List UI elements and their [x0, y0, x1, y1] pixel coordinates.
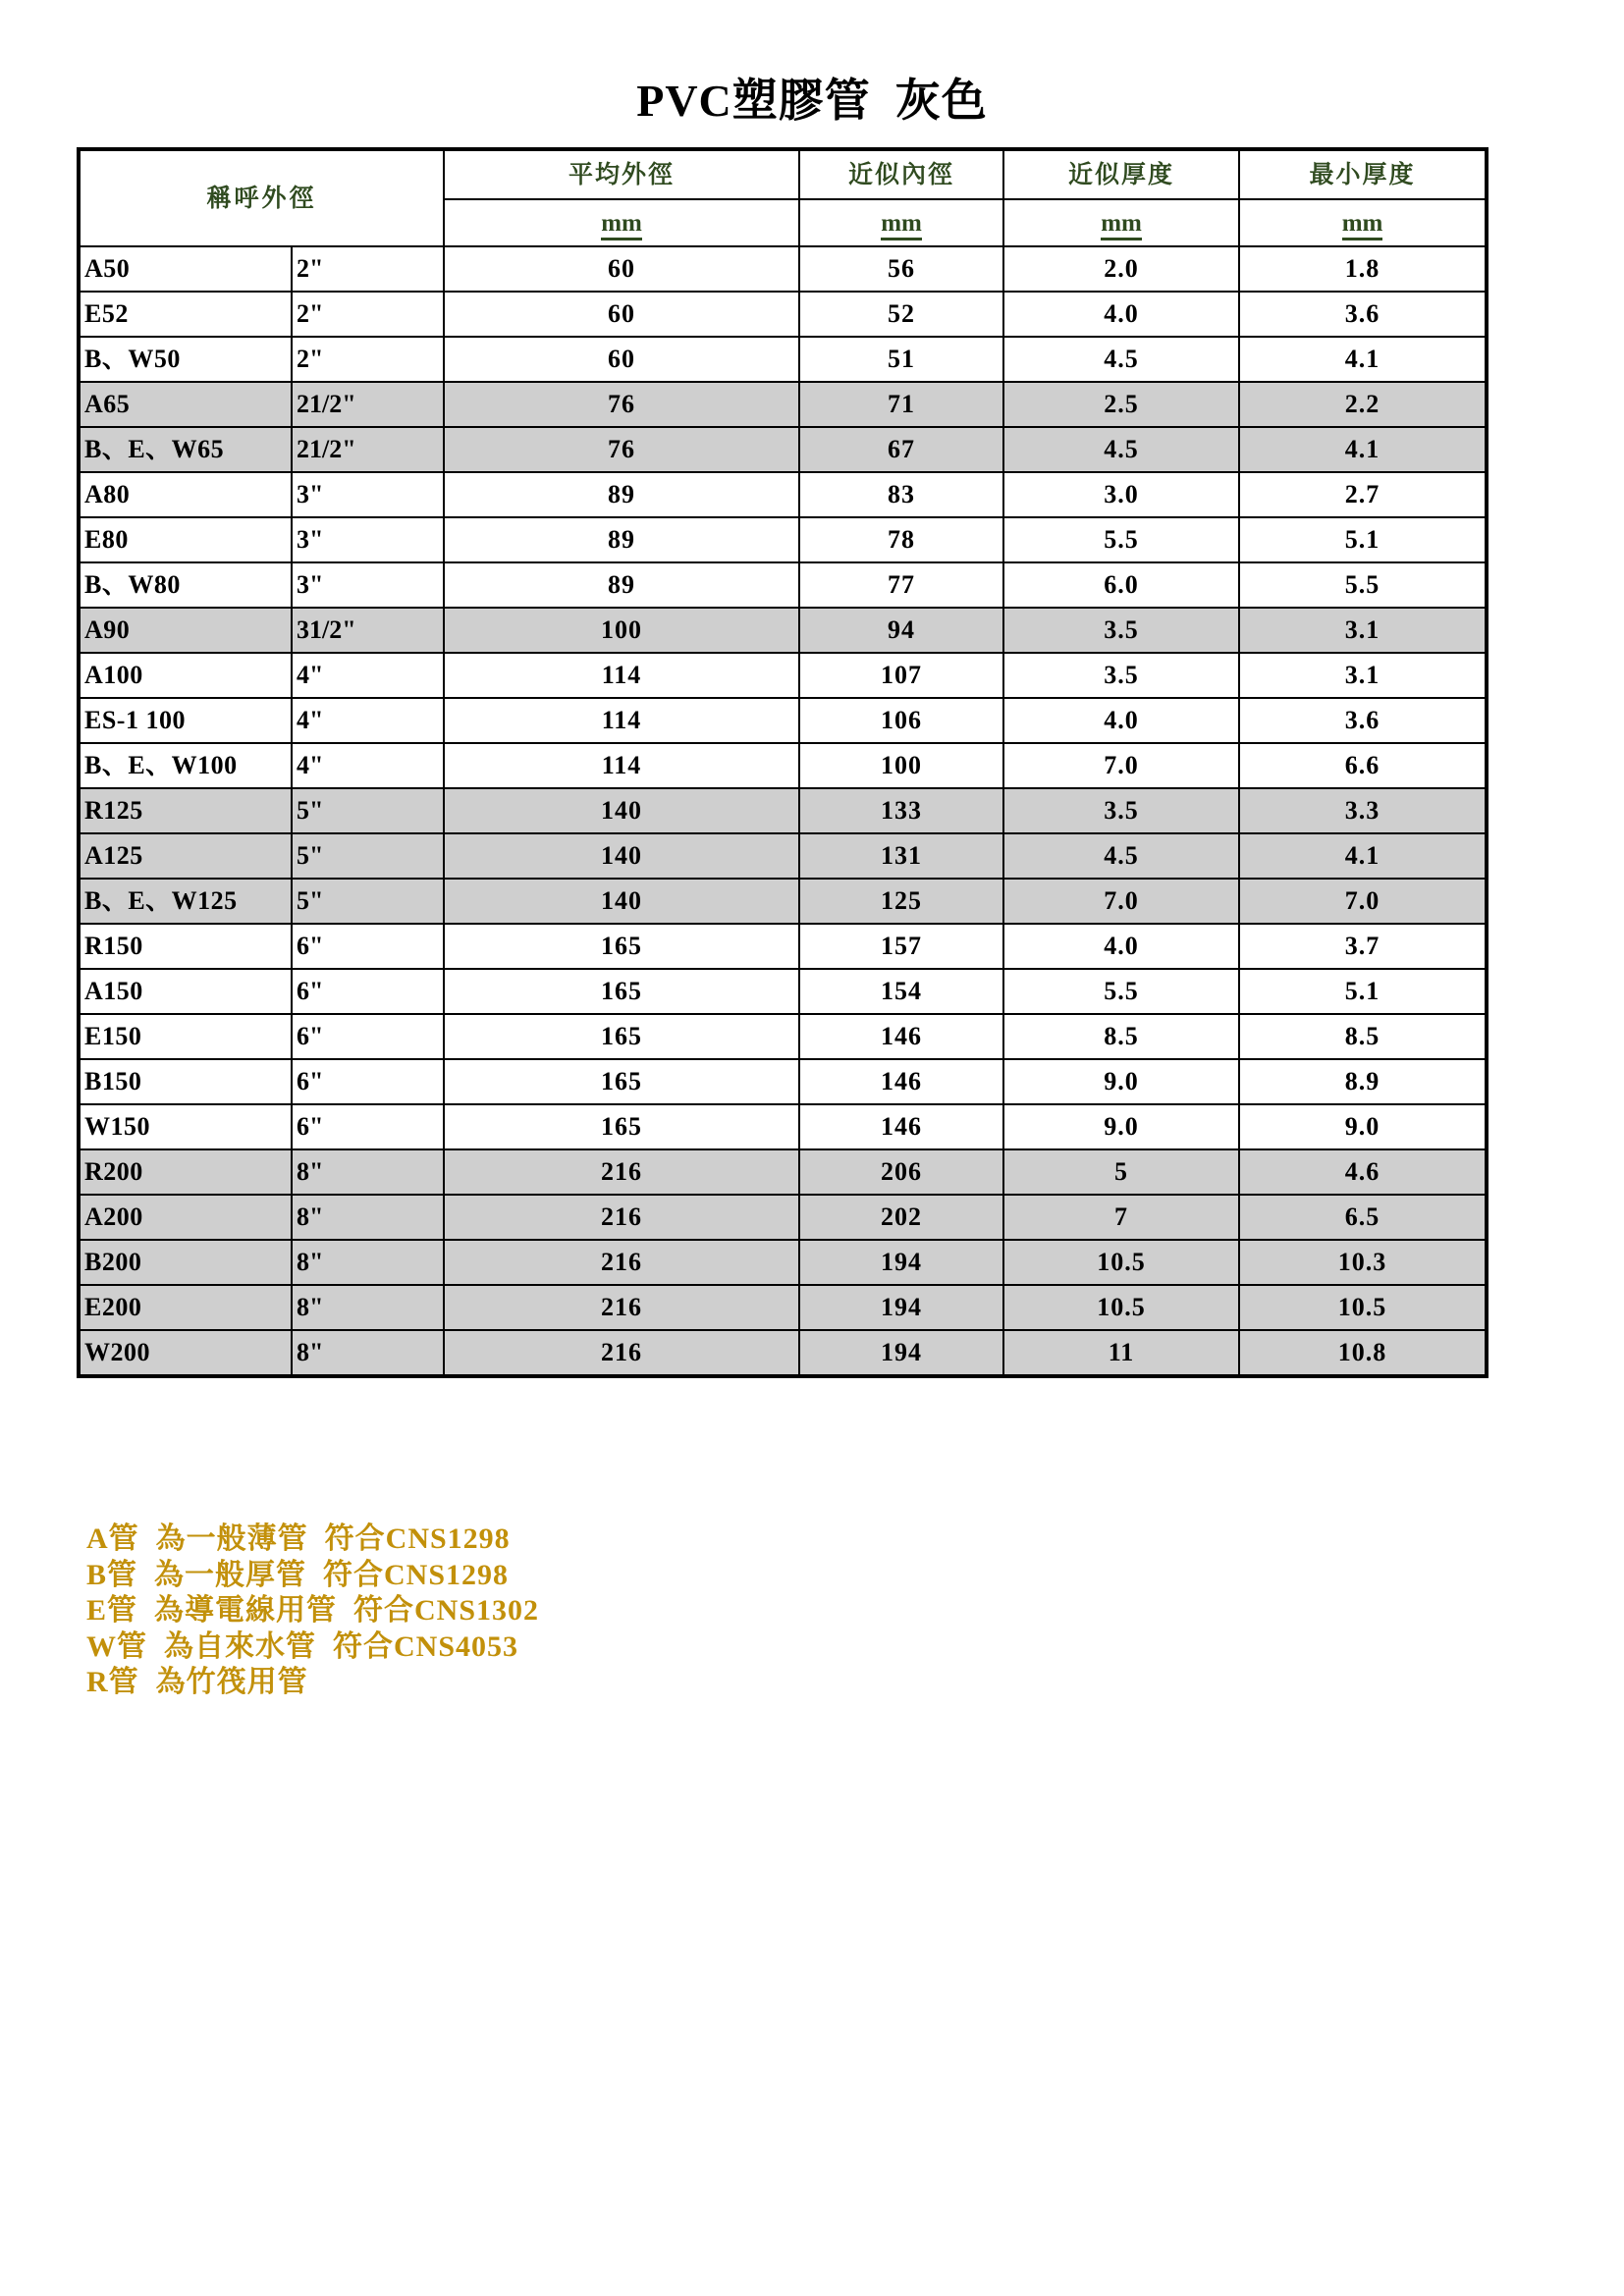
unit-approx-inner-diameter	[799, 199, 1003, 246]
cell-average-outer-diameter: 165	[444, 1104, 799, 1149]
cell-pipe-code: B、E、W65	[79, 427, 292, 472]
cell-approx-inner-diameter: 100	[799, 743, 1003, 788]
column-header-nominal-diameter: 稱呼外徑	[79, 149, 444, 246]
cell-min-thickness: 8.5	[1239, 1014, 1487, 1059]
unit-label-mm-3: mm	[1101, 210, 1142, 240]
cell-approx-thickness: 5	[1003, 1149, 1239, 1195]
cell-pipe-code: ES-1 100	[79, 698, 292, 743]
unit-label-mm-2: mm	[881, 210, 922, 240]
cell-average-outer-diameter: 100	[444, 608, 799, 653]
table-row	[79, 1059, 1487, 1104]
cell-nominal-inch: 8"	[292, 1195, 444, 1240]
cell-min-thickness: 3.3	[1239, 788, 1487, 833]
cell-approx-inner-diameter: 154	[799, 969, 1003, 1014]
cell-approx-inner-diameter: 56	[799, 246, 1003, 292]
cell-approx-thickness: 10.5	[1003, 1285, 1239, 1330]
cell-nominal-inch: 8"	[292, 1285, 444, 1330]
cell-approx-inner-diameter: 51	[799, 337, 1003, 382]
column-header-approx-thickness: 近似厚度	[1003, 149, 1239, 199]
footnote-line: A管 為一般薄管 符合CNS1298	[86, 1522, 511, 1555]
cell-nominal-inch: 3"	[292, 472, 444, 517]
cell-nominal-inch: 3"	[292, 517, 444, 562]
cell-approx-thickness: 2.0	[1003, 246, 1239, 292]
cell-average-outer-diameter: 114	[444, 698, 799, 743]
cell-min-thickness: 8.9	[1239, 1059, 1487, 1104]
cell-pipe-code: W150	[79, 1104, 292, 1149]
cell-min-thickness: 3.1	[1239, 608, 1487, 653]
footnote-line: W管 為自來水管 符合CNS4053	[86, 1629, 519, 1663]
cell-min-thickness: 10.5	[1239, 1285, 1487, 1330]
table-row	[79, 517, 1487, 562]
cell-approx-inner-diameter: 202	[799, 1195, 1003, 1240]
cell-pipe-code: R150	[79, 924, 292, 969]
cell-pipe-code: E80	[79, 517, 292, 562]
cell-nominal-inch: 2"	[292, 337, 444, 382]
cell-pipe-code: B200	[79, 1240, 292, 1285]
table-row	[79, 698, 1487, 743]
page-title: PVC塑膠管 灰色	[636, 76, 988, 126]
cell-approx-thickness: 9.0	[1003, 1104, 1239, 1149]
cell-min-thickness: 1.8	[1239, 246, 1487, 292]
table-row	[79, 1149, 1487, 1195]
cell-min-thickness: 3.7	[1239, 924, 1487, 969]
cell-average-outer-diameter: 114	[444, 653, 799, 698]
cell-pipe-code: E52	[79, 292, 292, 337]
table-row	[79, 382, 1487, 427]
table-row	[79, 292, 1487, 337]
cell-nominal-inch: 6"	[292, 924, 444, 969]
cell-average-outer-diameter: 89	[444, 562, 799, 608]
cell-min-thickness: 10.3	[1239, 1240, 1487, 1285]
cell-approx-thickness: 4.0	[1003, 292, 1239, 337]
cell-approx-inner-diameter: 194	[799, 1285, 1003, 1330]
cell-min-thickness: 2.2	[1239, 382, 1487, 427]
cell-approx-thickness: 5.5	[1003, 517, 1239, 562]
cell-min-thickness: 5.5	[1239, 562, 1487, 608]
cell-approx-inner-diameter: 77	[799, 562, 1003, 608]
column-header-approx-inner-diameter: 近似內徑	[799, 149, 1003, 199]
cell-approx-thickness: 7	[1003, 1195, 1239, 1240]
cell-approx-inner-diameter: 52	[799, 292, 1003, 337]
cell-pipe-code: B、W80	[79, 562, 292, 608]
cell-nominal-inch: 2"	[292, 292, 444, 337]
cell-approx-thickness: 3.5	[1003, 653, 1239, 698]
cell-nominal-inch: 3"	[292, 562, 444, 608]
cell-min-thickness: 3.1	[1239, 653, 1487, 698]
cell-approx-thickness: 7.0	[1003, 879, 1239, 924]
table-row	[79, 653, 1487, 698]
cell-average-outer-diameter: 140	[444, 788, 799, 833]
cell-approx-thickness: 4.5	[1003, 427, 1239, 472]
unit-label-mm-4: mm	[1342, 210, 1383, 240]
table-row	[79, 879, 1487, 924]
cell-approx-thickness: 6.0	[1003, 562, 1239, 608]
table-row	[79, 1330, 1487, 1376]
cell-pipe-code: B、W50	[79, 337, 292, 382]
table-row	[79, 427, 1487, 472]
cell-approx-thickness: 7.0	[1003, 743, 1239, 788]
cell-average-outer-diameter: 165	[444, 1059, 799, 1104]
cell-pipe-code: R125	[79, 788, 292, 833]
cell-pipe-code: B、E、W125	[79, 879, 292, 924]
cell-average-outer-diameter: 89	[444, 517, 799, 562]
cell-min-thickness: 2.7	[1239, 472, 1487, 517]
cell-approx-thickness: 4.0	[1003, 924, 1239, 969]
cell-min-thickness: 5.1	[1239, 517, 1487, 562]
cell-average-outer-diameter: 165	[444, 969, 799, 1014]
cell-approx-inner-diameter: 146	[799, 1014, 1003, 1059]
unit-approx-thickness	[1003, 199, 1239, 246]
cell-pipe-code: B、E、W100	[79, 743, 292, 788]
cell-min-thickness: 10.8	[1239, 1330, 1487, 1376]
cell-nominal-inch: 5"	[292, 788, 444, 833]
cell-nominal-inch: 2"	[292, 246, 444, 292]
cell-approx-thickness: 3.0	[1003, 472, 1239, 517]
cell-pipe-code: A125	[79, 833, 292, 879]
cell-average-outer-diameter: 89	[444, 472, 799, 517]
table-body	[79, 246, 1487, 1376]
table-row	[79, 608, 1487, 653]
cell-pipe-code: E200	[79, 1285, 292, 1330]
table-row	[79, 1285, 1487, 1330]
cell-nominal-inch: 5"	[292, 879, 444, 924]
table-row	[79, 337, 1487, 382]
cell-approx-inner-diameter: 106	[799, 698, 1003, 743]
cell-approx-inner-diameter: 125	[799, 879, 1003, 924]
cell-approx-inner-diameter: 194	[799, 1330, 1003, 1376]
cell-pipe-code: B150	[79, 1059, 292, 1104]
cell-pipe-code: A65	[79, 382, 292, 427]
cell-approx-inner-diameter: 83	[799, 472, 1003, 517]
cell-approx-inner-diameter: 67	[799, 427, 1003, 472]
cell-approx-thickness: 9.0	[1003, 1059, 1239, 1104]
cell-pipe-code: A80	[79, 472, 292, 517]
cell-approx-thickness: 4.5	[1003, 833, 1239, 879]
cell-pipe-code: A200	[79, 1195, 292, 1240]
footnotes	[86, 1522, 970, 1701]
cell-min-thickness: 4.6	[1239, 1149, 1487, 1195]
cell-nominal-inch: 8"	[292, 1240, 444, 1285]
cell-nominal-inch: 21/2"	[292, 382, 444, 427]
cell-average-outer-diameter: 216	[444, 1240, 799, 1285]
cell-approx-thickness: 3.5	[1003, 788, 1239, 833]
cell-approx-inner-diameter: 107	[799, 653, 1003, 698]
cell-pipe-code: A90	[79, 608, 292, 653]
table-row	[79, 246, 1487, 292]
cell-min-thickness: 5.1	[1239, 969, 1487, 1014]
table-row	[79, 562, 1487, 608]
cell-average-outer-diameter: 216	[444, 1149, 799, 1195]
cell-average-outer-diameter: 60	[444, 292, 799, 337]
cell-min-thickness: 4.1	[1239, 833, 1487, 879]
cell-pipe-code: W200	[79, 1330, 292, 1376]
column-header-average-outer-diameter: 平均外徑	[444, 149, 799, 199]
cell-average-outer-diameter: 60	[444, 246, 799, 292]
table-row	[79, 1195, 1487, 1240]
cell-average-outer-diameter: 76	[444, 382, 799, 427]
cell-pipe-code: A50	[79, 246, 292, 292]
cell-average-outer-diameter: 114	[444, 743, 799, 788]
cell-nominal-inch: 21/2"	[292, 427, 444, 472]
cell-approx-inner-diameter: 78	[799, 517, 1003, 562]
cell-approx-thickness: 3.5	[1003, 608, 1239, 653]
cell-min-thickness: 4.1	[1239, 427, 1487, 472]
pvc-pipe-spec-table	[77, 147, 1489, 1378]
cell-nominal-inch: 6"	[292, 1104, 444, 1149]
cell-approx-thickness: 5.5	[1003, 969, 1239, 1014]
cell-min-thickness: 4.1	[1239, 337, 1487, 382]
cell-min-thickness: 3.6	[1239, 698, 1487, 743]
cell-nominal-inch: 6"	[292, 1059, 444, 1104]
cell-nominal-inch: 8"	[292, 1149, 444, 1195]
cell-average-outer-diameter: 216	[444, 1285, 799, 1330]
cell-pipe-code: E150	[79, 1014, 292, 1059]
cell-average-outer-diameter: 140	[444, 879, 799, 924]
footnote-line: R管 為竹筏用管	[86, 1666, 308, 1699]
cell-nominal-inch: 5"	[292, 833, 444, 879]
table-header-row	[79, 149, 1487, 199]
cell-average-outer-diameter: 216	[444, 1195, 799, 1240]
unit-label-mm-1: mm	[601, 210, 642, 240]
table-row	[79, 969, 1487, 1014]
footnote-line: B管 為一般厚管 符合CNS1298	[86, 1558, 510, 1591]
cell-nominal-inch: 6"	[292, 969, 444, 1014]
cell-approx-inner-diameter: 194	[799, 1240, 1003, 1285]
cell-approx-thickness: 4.0	[1003, 698, 1239, 743]
table-row	[79, 1104, 1487, 1149]
cell-approx-inner-diameter: 71	[799, 382, 1003, 427]
table-row	[79, 924, 1487, 969]
cell-nominal-inch: 4"	[292, 653, 444, 698]
cell-min-thickness: 3.6	[1239, 292, 1487, 337]
cell-average-outer-diameter: 60	[444, 337, 799, 382]
table-row	[79, 743, 1487, 788]
cell-approx-inner-diameter: 146	[799, 1059, 1003, 1104]
cell-approx-thickness: 4.5	[1003, 337, 1239, 382]
table-row	[79, 472, 1487, 517]
cell-min-thickness: 6.6	[1239, 743, 1487, 788]
cell-pipe-code: R200	[79, 1149, 292, 1195]
cell-average-outer-diameter: 165	[444, 924, 799, 969]
cell-approx-thickness: 8.5	[1003, 1014, 1239, 1059]
column-header-min-thickness: 最小厚度	[1239, 149, 1487, 199]
cell-approx-inner-diameter: 131	[799, 833, 1003, 879]
footnote-line: E管 為導電線用管 符合CNS1302	[86, 1594, 540, 1628]
cell-nominal-inch: 31/2"	[292, 608, 444, 653]
cell-average-outer-diameter: 140	[444, 833, 799, 879]
cell-nominal-inch: 4"	[292, 743, 444, 788]
cell-average-outer-diameter: 165	[444, 1014, 799, 1059]
cell-nominal-inch: 4"	[292, 698, 444, 743]
cell-pipe-code: A100	[79, 653, 292, 698]
cell-approx-inner-diameter: 157	[799, 924, 1003, 969]
cell-min-thickness: 6.5	[1239, 1195, 1487, 1240]
table-row	[79, 788, 1487, 833]
unit-min-thickness	[1239, 199, 1487, 246]
table-row	[79, 1014, 1487, 1059]
cell-approx-thickness: 2.5	[1003, 382, 1239, 427]
unit-average-outer-diameter	[444, 199, 799, 246]
cell-approx-thickness: 10.5	[1003, 1240, 1239, 1285]
cell-nominal-inch: 6"	[292, 1014, 444, 1059]
cell-approx-inner-diameter: 133	[799, 788, 1003, 833]
table-row	[79, 833, 1487, 879]
cell-average-outer-diameter: 76	[444, 427, 799, 472]
cell-min-thickness: 9.0	[1239, 1104, 1487, 1149]
table-head	[79, 149, 1487, 246]
cell-approx-thickness: 11	[1003, 1330, 1239, 1376]
cell-approx-inner-diameter: 94	[799, 608, 1003, 653]
cell-approx-inner-diameter: 146	[799, 1104, 1003, 1149]
cell-min-thickness: 7.0	[1239, 879, 1487, 924]
cell-pipe-code: A150	[79, 969, 292, 1014]
cell-approx-inner-diameter: 206	[799, 1149, 1003, 1195]
table-row	[79, 1240, 1487, 1285]
cell-nominal-inch: 8"	[292, 1330, 444, 1376]
cell-average-outer-diameter: 216	[444, 1330, 799, 1376]
